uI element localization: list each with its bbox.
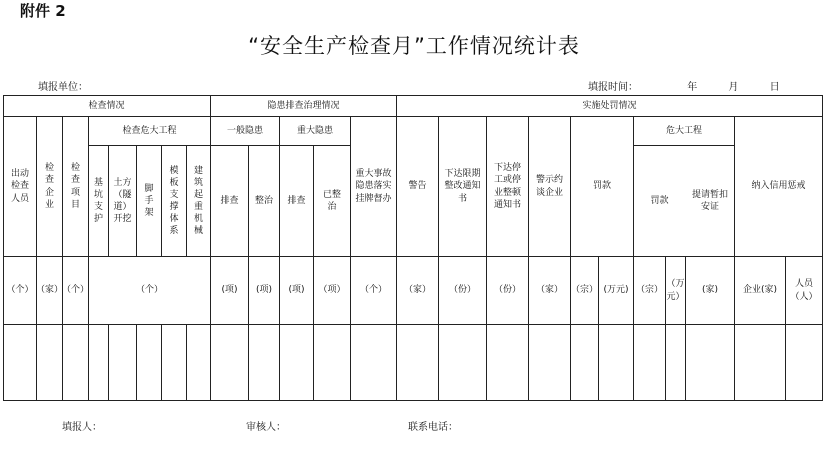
- subgroup-major-works-penalty-header: 危大工程: [665, 125, 702, 136]
- subgroup-general-hazard-header: 一般隐患: [226, 125, 263, 136]
- unit-major-found: (项): [288, 285, 305, 296]
- unit-general-fixed: (项): [255, 285, 273, 296]
- col-warning-header: 警告: [408, 181, 427, 192]
- col-projects-header: 检查项目: [70, 163, 80, 210]
- col-general-found-header: 排查: [220, 195, 239, 206]
- group-penalty-header: 实施处罚情况: [582, 100, 637, 111]
- unit-major-fine-cases: （宗）: [636, 285, 664, 296]
- col-major-found-header: 排查: [287, 195, 306, 206]
- col-major-listed-header: 重大事故隐患落实挂牌督办: [355, 169, 392, 204]
- col-major-fine-header: 罚款: [650, 195, 669, 206]
- year-label: 年: [687, 82, 698, 93]
- unit-general-found: (项): [221, 285, 238, 296]
- unit-suspend-license: (家): [701, 285, 719, 296]
- unit-inspectors: （个）: [6, 285, 34, 296]
- attachment-label: 附件 2: [20, 2, 66, 20]
- col-machinery-header: 建筑起重机械: [194, 165, 204, 237]
- subgroup-major-hazard-header: 重大隐患: [296, 125, 333, 136]
- reporting-time-label: 填报时间：: [588, 82, 638, 93]
- phone-label: 联系电话：: [408, 422, 458, 433]
- col-warned-enterprises-header: 警示约谈企业: [535, 175, 563, 198]
- unit-major-fixed: （项）: [318, 285, 346, 296]
- page-title: “安全生产检查月”工作情况统计表: [248, 34, 580, 58]
- unit-enterprises: （家）: [36, 285, 64, 296]
- group-inspection-header: 检查情况: [88, 100, 125, 111]
- group-hazard-header: 隐患排查治理情况: [267, 100, 340, 111]
- unit-rectify-notice: （份）: [448, 285, 476, 296]
- unit-warned-enterprises: （家）: [535, 285, 563, 296]
- col-scaffold-header: 脚手架: [144, 183, 154, 219]
- unit-major-works: （个）: [135, 285, 163, 296]
- reviewer-label: 审核人：: [246, 422, 286, 433]
- unit-fine-cases: （宗）: [571, 285, 599, 296]
- col-fine-header: 罚款: [592, 181, 611, 192]
- col-foundation-pit-header: 基坑支护: [93, 177, 103, 225]
- unit-warning: （家）: [403, 285, 431, 296]
- col-suspend-license-header: 提请暂扣安证: [692, 189, 729, 212]
- reporting-unit-label: 填报单位：: [38, 82, 88, 93]
- month-label: 月: [728, 82, 739, 93]
- unit-credit-enterprises: 企业(家): [742, 285, 778, 296]
- col-suspend-notice-header: 下达停工或停业整顿通知书: [493, 163, 521, 210]
- unit-major-fine-amount: （万元）: [666, 279, 685, 302]
- unit-suspend-notice: （份）: [493, 285, 521, 296]
- filler-label: 填报人：: [62, 422, 102, 433]
- day-label: 日: [769, 82, 780, 93]
- unit-credit-persons: 人员（人）: [790, 279, 818, 302]
- col-credit-header: 纳入信用惩戒: [751, 181, 806, 192]
- col-enterprises-header: 检查企业: [44, 163, 54, 210]
- unit-fine-amount: (万元): [603, 285, 629, 296]
- unit-projects: （个）: [62, 285, 90, 296]
- unit-major-listed: （个）: [359, 285, 387, 296]
- col-formwork-header: 模板支撑体系: [169, 165, 179, 237]
- col-earthwork-header: 土方（隧道）开挖: [113, 177, 132, 225]
- col-major-fixed-header: 已整治: [323, 189, 342, 212]
- col-inspectors-header: 出动检查人员: [10, 169, 29, 204]
- col-general-fixed-header: 整治: [254, 195, 273, 206]
- col-rectify-notice-header: 下达限期整改通知书: [444, 169, 481, 204]
- subgroup-major-works-header: 检查危大工程: [122, 125, 177, 136]
